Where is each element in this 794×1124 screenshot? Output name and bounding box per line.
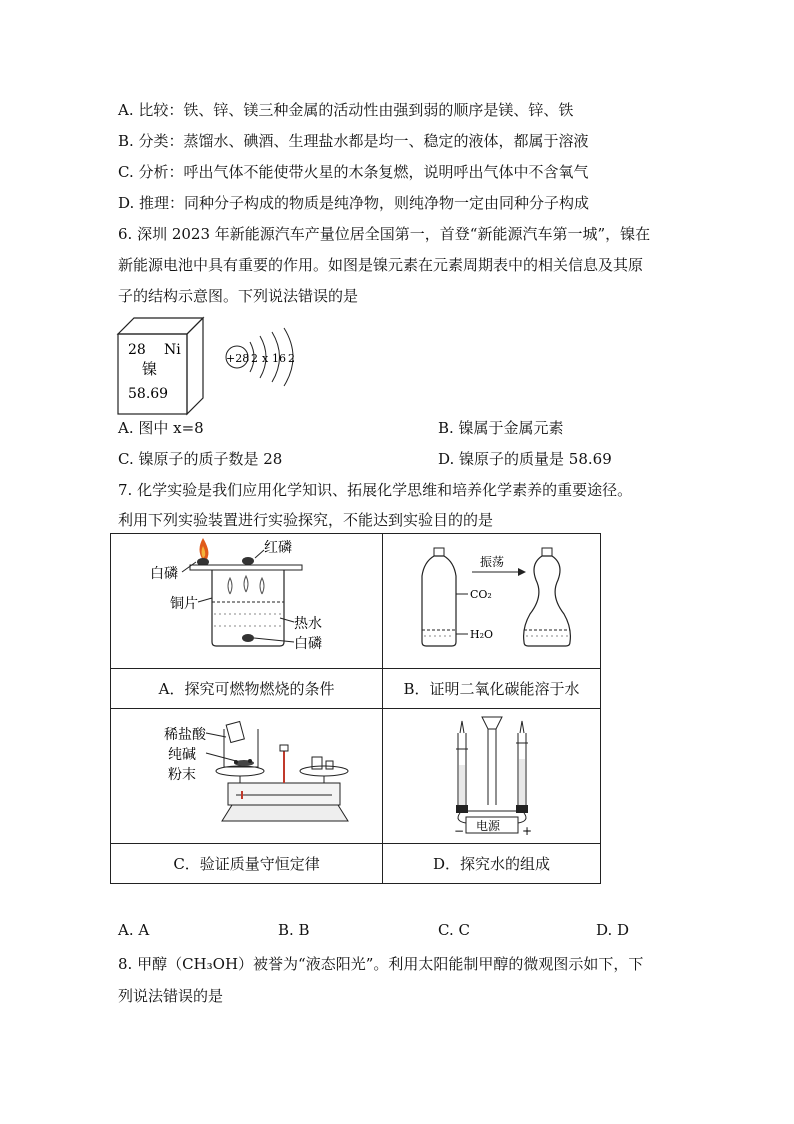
shell-4: 2 (288, 352, 295, 365)
label-shake: 振荡 (479, 555, 504, 569)
q6-option-a: A. 图中 x=8 (118, 419, 204, 437)
label-soda: 纯碱 (167, 747, 196, 763)
q5-option-b: B. 分类：蒸馏水、碘酒、生理盐水都是均一、稳定的液体，都属于溶液 (118, 132, 589, 150)
label-red-phosphorus: 红磷 (263, 540, 292, 556)
q5-option-d: D. 推理：同种分子构成的物质是纯净物，则纯净物一定由同种分子构成 (118, 194, 590, 212)
q7-answer-c: C. C (438, 921, 470, 939)
q5-option-c: C. 分析：呼出气体不能使带火星的木条复燃，说明呼出气体中不含氧气 (118, 163, 589, 181)
q7-answer-b: B. B (278, 921, 310, 939)
panel-a-caption: A．探究可燃物燃烧的条件 (111, 669, 383, 709)
label-copper-sheet: 铜片 (169, 596, 198, 612)
q6-figure (0, 312, 794, 422)
atom-structure (226, 328, 295, 386)
shell-1: 2 (251, 352, 258, 365)
q7-stem-line-1: 7. 化学实验是我们应用化学知识、拓展化学思维和培养化学素养的重要途径。 (118, 481, 633, 499)
label-positive: + (521, 824, 532, 838)
panel-b-caption: B．证明二氧化碳能溶于水 (383, 669, 601, 709)
q6-option-c: C. 镍原子的质子数是 28 (118, 450, 283, 468)
shell-3: 16 (272, 352, 286, 365)
label-white-phosphorus-bottom: 白磷 (293, 636, 322, 652)
q6-stem-line-2: 新能源电池中具有重要的作用。如图是镍元素在元素周期表中的相关信息及其原 (118, 256, 644, 274)
q6-stem-line-3: 子的结构示意图。下列说法错误的是 (118, 287, 359, 305)
label-negative: − (453, 824, 464, 838)
nucleus-charge: +28 (226, 352, 250, 365)
panel-d-caption: D．探究水的组成 (383, 844, 601, 884)
shell-2: x (262, 352, 269, 365)
q8-stem-line-1: 8. 甲醇（CH₃OH）被誉为“液态阳光”。利用太阳能制甲醇的微观图示如下，下 (118, 955, 644, 973)
element-name: 镍 (142, 360, 158, 378)
experiment-table (110, 533, 601, 884)
label-hot-water: 热水 (293, 616, 322, 632)
label-powder: 粉末 (167, 767, 196, 783)
q8-stem-line-2: 列说法错误的是 (118, 987, 224, 1005)
q6-option-b: B. 镍属于金属元素 (438, 419, 564, 437)
q6-option-d: D. 镍原子的质量是 58.69 (438, 450, 612, 468)
label-dilute-hcl: 稀盐酸 (163, 727, 206, 743)
panel-c-caption: C．验证质量守恒定律 (111, 844, 383, 884)
panel-a-figure (111, 534, 383, 669)
panel-b-figure (383, 534, 601, 669)
q7-answer-d: D. D (596, 921, 630, 939)
label-co2: CO₂ (469, 588, 492, 601)
label-power: 电源 (475, 819, 500, 833)
q6-stem-line-1: 6. 深圳 2023 年新能源汽车产量位居全国第一，首登“新能源汽车第一城”，镍在 (118, 225, 651, 243)
q7-stem-line-2: 利用下列实验装置进行实验探究，不能达到实验目的的是 (118, 511, 494, 529)
label-white-phosphorus-top: 白磷 (149, 566, 178, 582)
element-tile (118, 318, 203, 414)
q7-answer-a: A. A (118, 921, 150, 939)
element-number: 28 (128, 342, 146, 358)
q5-option-a: A. 比较：铁、锌、镁三种金属的活动性由强到弱的顺序是镁、锌、铁 (118, 101, 574, 119)
label-h2o: H₂O (469, 628, 493, 641)
panel-d-figure (383, 709, 601, 844)
element-symbol: Ni (164, 342, 181, 358)
element-mass: 58.69 (128, 386, 169, 402)
panel-c-figure (111, 709, 383, 844)
